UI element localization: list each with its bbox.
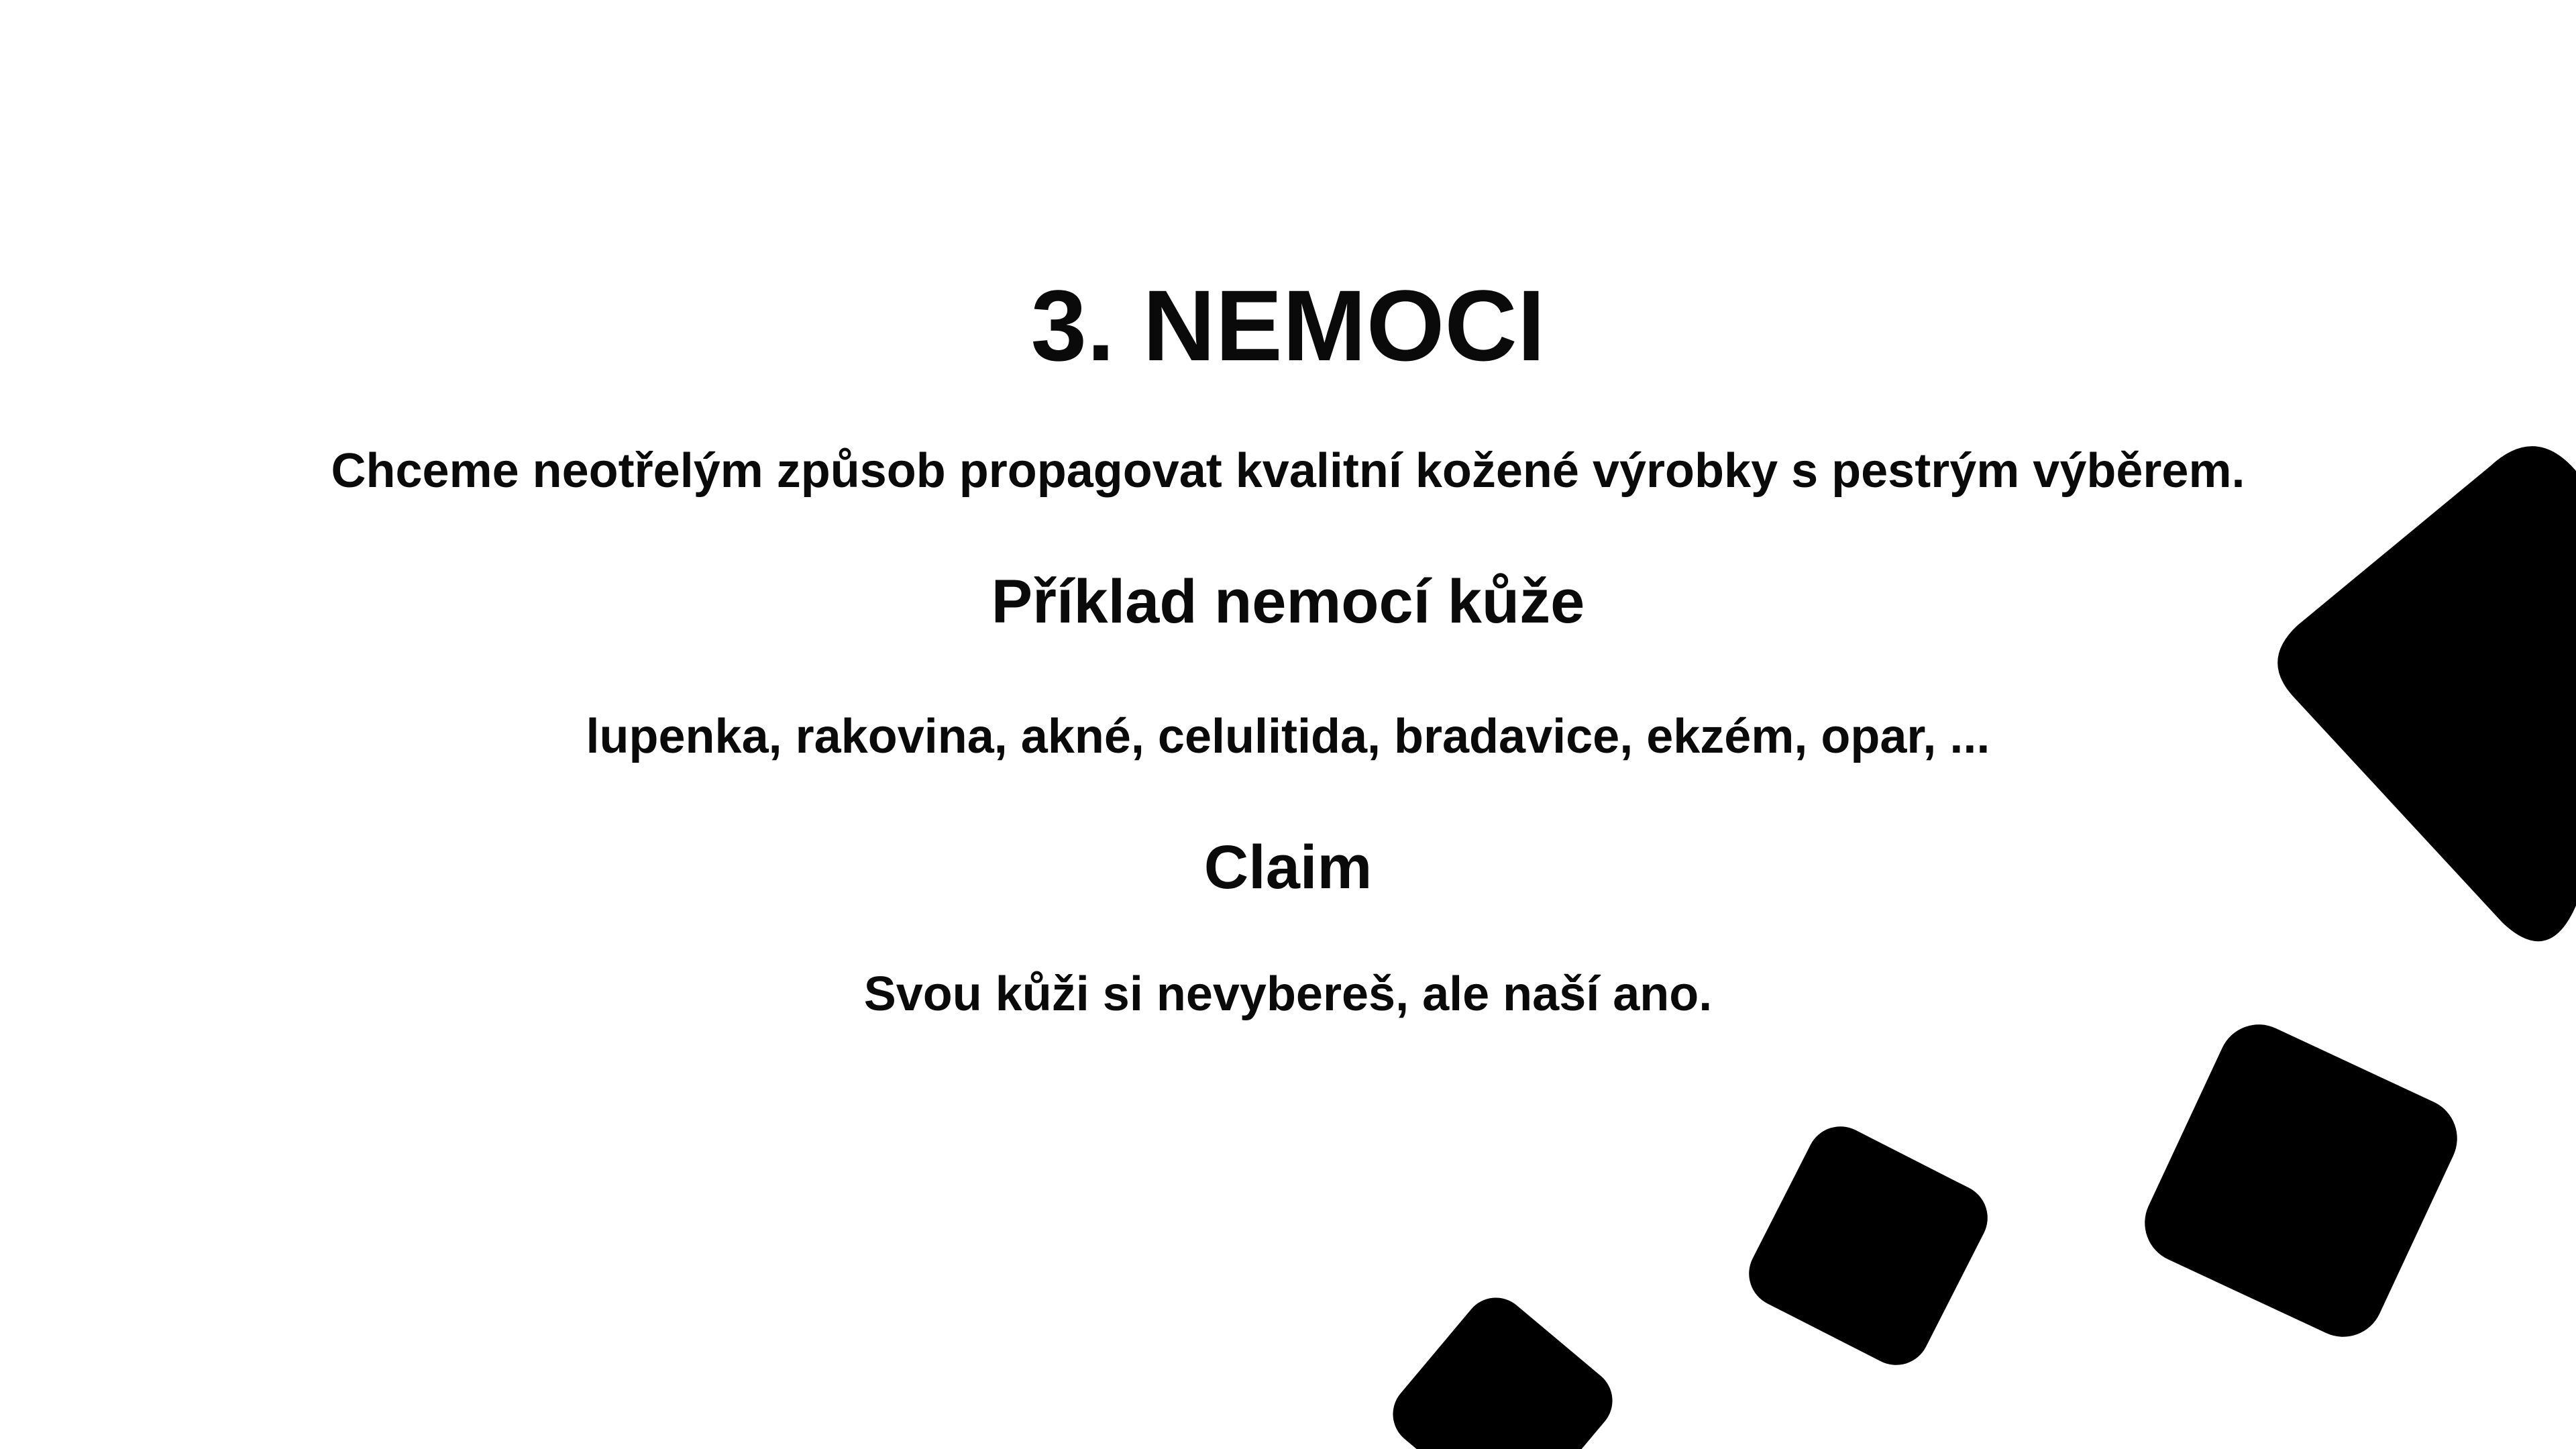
claim-heading: Claim (1203, 833, 1373, 902)
square-shape-middle (1737, 1115, 1999, 1377)
examples-text: lupenka, rakovina, akné, celulitida, bradavice, ekzém, opar, ... (586, 710, 1990, 763)
examples-heading: Příklad nemocí kůže (991, 568, 1585, 636)
claim-text: Svou kůži si nevybereš, ale naší ano. (863, 967, 1713, 1021)
intro-text: Chceme neotřelým způsob propagovat kvalitní kožené výrobky s pestrým výběrem. (331, 444, 2245, 498)
square-shape-bottom (1380, 1285, 1625, 1449)
square-shape-right (2132, 1012, 2471, 1350)
slide-title: 3. NEMOCI (1030, 269, 1546, 382)
